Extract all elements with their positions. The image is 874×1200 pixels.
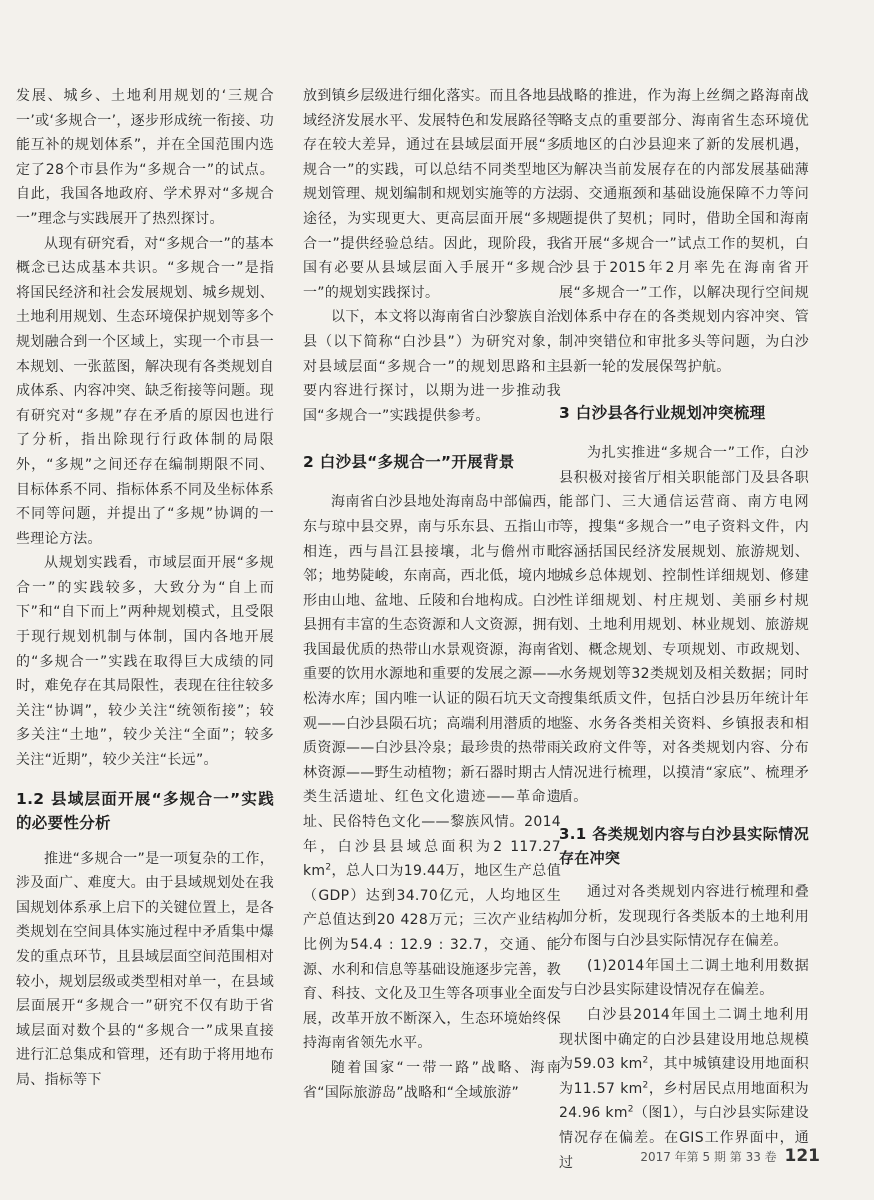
section-heading: 1.2 县域层面开展“多规合一”实践的必要性分析 xyxy=(16,789,274,832)
paragraph: 海南省白沙县地处海南岛中部偏西，东与琼中县交界，南与乐东县、五指山市相连，西与昌江县接壤，北与儋州市毗邻；地势陡峻，东南高，西北低，境内地形由山地、盆地、丘陵和台地构成。白沙县拥有丰富的生态资源和人文资源，拥有我国最优质的热带山水景观资源，海南省重要的饮用水源地和重要的发展之源——松涛水库；国内唯一认证的陨石坑天文奇观——白沙县陨石坑；高端利用潜质的地质资源——白沙县冷泉；最珍贵的热带雨林资源——野生动植物；新石器时期古人类生活遗址、红色文化遗迹——革命遗址、民俗特色文化——黎族风情。2014年，白沙县县域总面积为2 117.27 $km^2$，总人口为19.44万，地区生产总值（GDP）达到34.70亿元，人均地区生产总值达到20 428万元；三次产业结构比例为54.4 : 12.9 : 32.7，交通、能源、水利和信息等基础设施逐步完善，教育、科技、文化及卫生等各项事业全面发展，改革开放不断深入，生态环境始终保持海南省领先水平。 xyxy=(303,494,561,1052)
page-number: 121 xyxy=(784,1146,820,1166)
subsection-heading: 3.1 各类规划内容与白沙县实际情况存在冲突 xyxy=(559,825,809,868)
paragraph: 从规划实践看，市域层面开展“多规合一”的实践较多，大致分为“自上而下”和“自下而上”两种规划模式，且受限于现行规划机制与体制，国内各地开展的“多规合一”实践在取得巨大成绩的同时，难免存在其局限性，表现在往往较多关注“协调”，较少关注“统领衔接”；较多关注“土地”，较少关注“全面”；较多关注“近期”，较少关注“长远”。 xyxy=(16,555,274,769)
paragraph: 以下，本文将以海南省白沙黎族自治县（以下简称“白沙县”）为研究对象，对县域层面“多规合一”的规划思路和主要内容进行探讨，以期为进一步推动我国“多规合一”实践提供参考。 xyxy=(303,309,561,424)
section-heading: 2 白沙县“多规合一”开展背景 xyxy=(303,453,515,472)
paragraph: 放到镇乡层级进行细化落实。而且各地县域经济发展水平、发展特色和发展路径等存在较大差异，通过在县域层面开展“多规合一”的实践，可以总结不同类型地区规划管理、规划编制和规划实施等的方法途径，为实现更大、更高层面开展“多规合一”提供经验总结。因此，现阶段，我国有必要从县域层面入手展开“多规合一”的规划实践探讨。 xyxy=(303,88,561,301)
paragraph: 战略的推进，作为海上丝绸之路海南战略支点的重要部分、海南省生态环境优质地区的白沙县迎来了新的发展机遇，为解决当前发展存在的内部发展基础薄弱、交通瓶颈和基础设施保障不力等问题提供了契机；同时，借助全国和海南省开展“多规合一”试点工作的契机，白沙县于2015年2月率先在海南省开展“多规合一”工作，以解决现行空间规划体系中存在的各类规划内容冲突、管制冲突错位和审批多头等问题，为白沙县新一轮的发展保驾护航。 xyxy=(559,88,809,375)
paragraph: 推进“多规合一”是一项复杂的工作，涉及面广、难度大。由于县域规划处在我国规划体系承上启下的关键位置上，是各类规划在空间具体实施过程中矛盾集中爆发的重点环节，且县域层面空间范围相对较小，规划层级或类型相对单一，在县域层面展开“多规合一”研究不仅有助于省域层面对数个县的“多规合一”成果直接进行汇总集成和管理，还有助于将用地布局、指标等下 xyxy=(16,850,274,1088)
text-column-3 xyxy=(559,84,809,1175)
paragraph: 从现有研究看，对“多规合一”的基本概念已达成基本共识。“多规合一”是指将国民经济和社会发展规划、城乡规划、土地利用规划、生态环境保护规划等多个规划融合到一个区域上，实现一个市县一本规划、一张蓝图，解决现有各类规划自成体系、内容冲突、缺乏衔接等问题。现有研究对“多规”存在矛盾的原因也进行了分析，指出除现行行政体制的局限外，“多规”之间还存在编制期限不同、目标体系不同、指标体系不同及坐标体系不同等问题，并提出了“多规”协调的一些理论方法。 xyxy=(16,235,274,547)
paragraph: 通过对各类规划内容进行梳理和叠加分析，发现现行各类版本的土地利用分布图与白沙县实际情况存在偏差。 xyxy=(559,884,809,950)
paragraph: 随着国家“一带一路”战略、海南省“国际旅游岛”战略和“全域旅游” xyxy=(303,1059,561,1101)
issue-info: 2017 年第 5 期 第 33 卷 xyxy=(640,1150,777,1164)
paragraph: (1)2014年国土二调土地利用数据与白沙县实际建设情况存在偏差。 xyxy=(559,957,809,999)
text-column-2 xyxy=(303,84,561,1105)
text-column-1 xyxy=(16,84,274,1093)
page-footer xyxy=(640,1146,820,1166)
paragraph: 白沙县2014年国土二调土地利用现状图中确定的白沙县建设用地总规模为59.03 $km^2$，其中城镇建设用地面积为11.57 $km^2$，乡村居民点用地面积为24.96 $km^2$（图1），与白沙县实际建设情况存在偏差。在GIS工作界面中，通过 xyxy=(559,1007,809,1171)
paragraph: 发展、城乡、土地利用规划的‘三规合一’或‘多规合一’，逐步形成统一衔接、功能互补的规划体系”，并在全国范围内选定了28个市县作为“多规合一”的试点。自此，我国各地政府、学术界对“多规合一”理念与实践展开了热烈探讨。 xyxy=(16,88,274,227)
paragraph: 为扎实推进“多规合一”工作，白沙县积极对接省厅相关职能部门及县各职能部门、三大通信运营商、南方电网等，搜集“多规合一”电子资料文件，内容涵括国民经济发展规划、旅游规划、城乡总体规划、控制性详细规划、修建性详细规划、村庄规划、美丽乡村规划、土地利用规划、林业规划、旅游规划、概念规划、专项规划、市政规划、水务规划等32类规划及相关数据；同时搜集纸质文件，包括白沙县历年统计年鉴、水务各类相关资料、乡镇报表和相关政府文件等，对各类规划内容、分布情况进行梳理，以摸清“家底”、梳理矛盾。 xyxy=(559,445,809,806)
section-heading: 3 白沙县各行业规划冲突梳理 xyxy=(559,404,766,423)
